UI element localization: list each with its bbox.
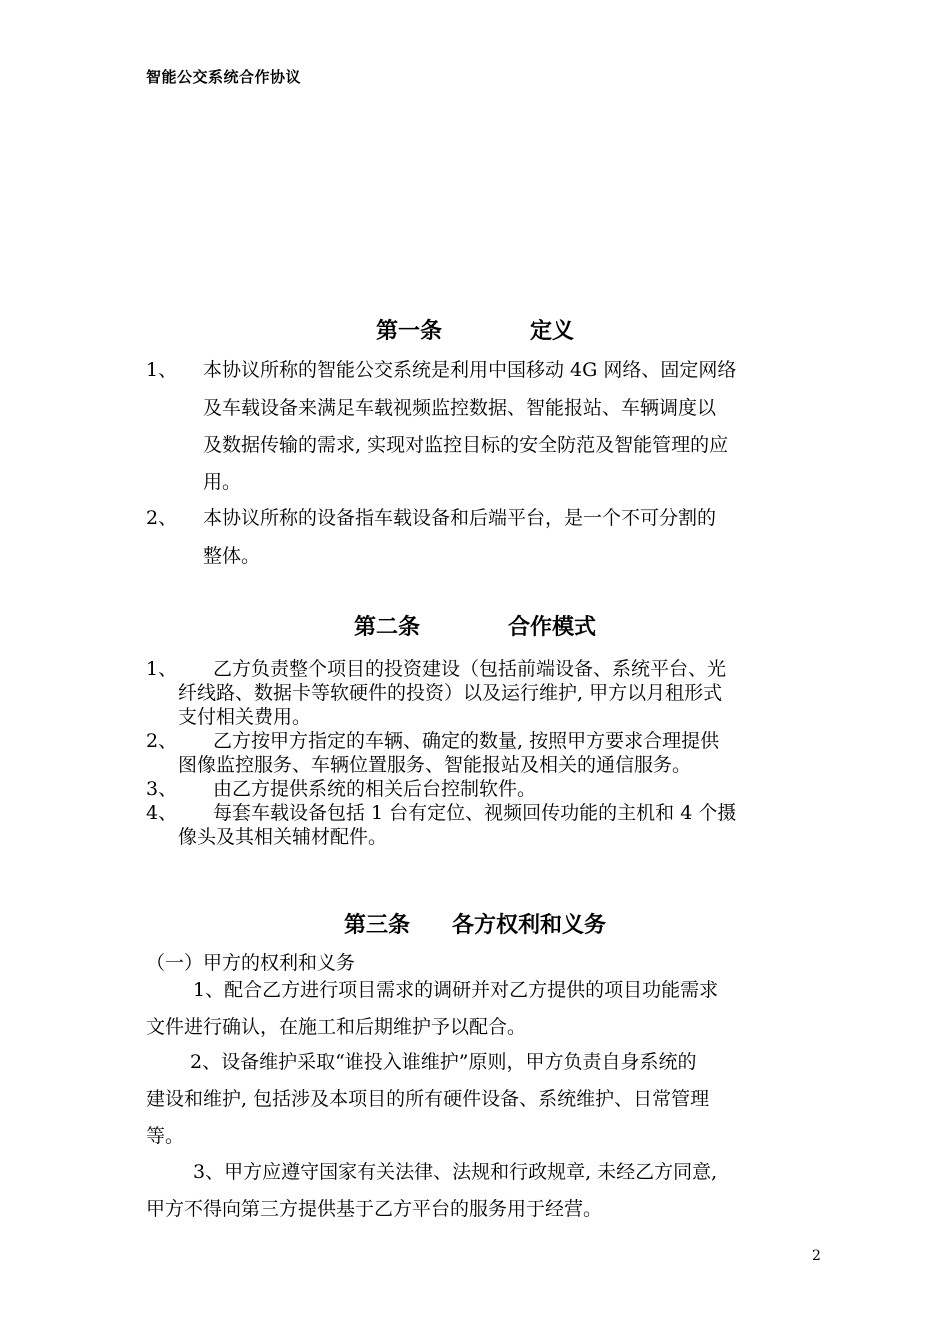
article-2-item-1-line-3: 支付相关费用。 — [178, 706, 312, 728]
page-number: 2 — [812, 1248, 821, 1264]
item-number: 3、 — [146, 778, 178, 800]
article-3-title: 各方权利和义务 — [452, 913, 607, 938]
item-number: 4、 — [146, 802, 178, 824]
article-1-heading — [0, 314, 950, 345]
article-3-para-1-line-2: 文件进行确认，在施工和后期维护予以配合。 — [146, 1016, 527, 1038]
article-1-item-1-line-1: 本协议所称的智能公交系统是利用中国移动 4G 网络、固定网络 — [203, 359, 737, 381]
article-1-item-2-line-1: 本协议所称的设备指车载设备和后端平台，是一个不可分割的 — [203, 507, 717, 529]
article-2-item-4-line-2: 像头及其相关辅材配件。 — [178, 826, 388, 848]
article-2-heading — [0, 610, 950, 641]
article-3-subsection: （一）甲方的权利和义务 — [146, 952, 356, 974]
article-1-item-1-line-3: 及数据传输的需求, 实现对监控目标的安全防范及智能管理的应 — [203, 434, 729, 456]
article-3-para-3-line-2: 甲方不得向第三方提供基于乙方平台的服务用于经营。 — [146, 1198, 603, 1220]
article-3-para-2-line-1: 2、设备维护采取“谁投入谁维护”原则，甲方负责自身系统的 — [190, 1051, 697, 1073]
article-2-number: 第二条 — [353, 615, 420, 640]
article-1-title: 定义 — [530, 319, 575, 344]
article-1-number: 第一条 — [375, 319, 442, 344]
article-1-item-1-line-2: 及车载设备来满足车载视频监控数据、智能报站、车辆调度以 — [203, 397, 717, 419]
item-number: 2、 — [146, 507, 178, 529]
article-3-para-1-line-1: 1、配合乙方进行项目需求的调研并对乙方提供的项目功能需求 — [193, 979, 719, 1001]
article-2-item-1-line-2: 纤线路、数据卡等软硬件的投资）以及运行维护, 甲方以月租形式 — [178, 682, 723, 704]
article-3-heading — [0, 908, 950, 939]
item-number: 1、 — [146, 359, 178, 381]
article-1-item-2-line-2: 整体。 — [203, 545, 261, 567]
article-3-number: 第三条 — [343, 913, 410, 938]
article-2-title: 合作模式 — [508, 615, 597, 640]
article-1-item-1-line-4: 用。 — [203, 471, 242, 493]
article-2-item-4-line-1: 每套车载设备包括 1 台有定位、视频回传功能的主机和 4 个摄 — [213, 802, 737, 824]
item-number: 1、 — [146, 658, 178, 680]
article-2-item-2-line-2: 图像监控服务、车辆位置服务、智能报站及相关的通信服务。 — [178, 754, 692, 776]
article-2-item-3-line-1: 由乙方提供系统的相关后台控制软件。 — [213, 778, 537, 800]
article-2-item-1-line-1: 乙方负责整个项目的投资建设（包括前端设备、系统平台、光 — [213, 658, 727, 680]
article-3-para-2-line-2: 建设和维护, 包括涉及本项目的所有硬件设备、系统维护、日常管理 — [146, 1088, 710, 1110]
article-3-para-2-line-3: 等。 — [146, 1125, 185, 1147]
document-header: 智能公交系统合作协议 — [146, 68, 302, 86]
article-2-item-2-line-1: 乙方按甲方指定的车辆、确定的数量, 按照甲方要求合理提供 — [213, 730, 720, 752]
item-number: 2、 — [146, 730, 178, 752]
article-3-para-3-line-1: 3、甲方应遵守国家有关法律、法规和行政规章, 未经乙方同意, — [193, 1161, 718, 1183]
